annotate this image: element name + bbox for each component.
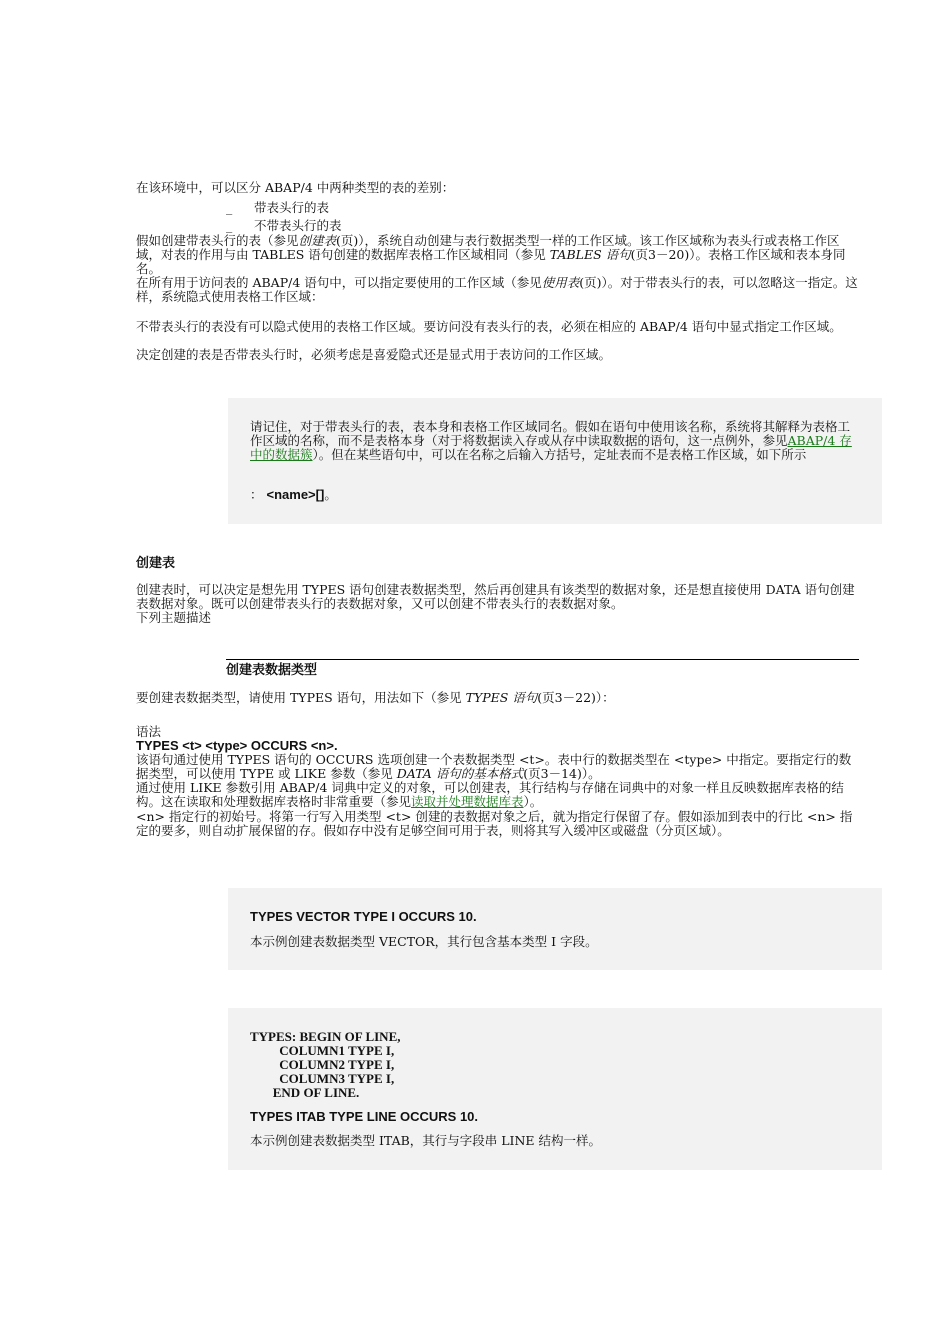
bullet-dash: _ bbox=[226, 218, 233, 233]
ref-create-table: 创建表 bbox=[298, 233, 337, 248]
syntax-label: 语法 bbox=[136, 724, 162, 739]
paragraph-header-line: 假如创建带表头行的表（参见创建表(页)），系统自动创建与表行数据类型一样的工作区域。该工作区域称为表头行或表格工作区域，对表的作用与由 TABLES 语句创建的数据库表格工作区域相同（参见 TABLES 语句(页3－20)）。表格工作区域和表本身同名。 bbox=[136, 233, 846, 276]
types-desc-3: <n> 指定行的初始号。将第一行写入用类型 <t> 创建的表数据对象之后，就为指定行保留了存。假如添加到表中的行比 <n> 指定的要多，则自动扩展保留的存。假如存中没有足够空间可用于表，则将其写入缓冲区或磁盘（分页区域）。 bbox=[136, 809, 853, 838]
ref-types-statement: TYPES 语句 bbox=[465, 690, 538, 705]
section-title-create-table: 创建表 bbox=[136, 555, 176, 570]
section-create-topics: 下列主题描述 bbox=[136, 610, 212, 625]
code-line: END OF LINE. bbox=[250, 1085, 360, 1100]
bullet-item-without-header: _ 不带表头行的表 bbox=[226, 218, 342, 233]
code-line: COLUMN3 TYPE I, bbox=[250, 1071, 395, 1086]
example-desc-vector: 本示例创建表数据类型 VECTOR，其行包含基本类型 I 字段。 bbox=[250, 934, 598, 949]
section-title-table-types: 创建表数据类型 bbox=[226, 662, 318, 677]
example-box-vector bbox=[228, 888, 882, 970]
ref-tables-statement: TABLES 语句 bbox=[549, 247, 631, 262]
syntax-name-brackets: <name>[] bbox=[266, 487, 325, 502]
paragraph-work-area: 在所有用于访问表的 ABAP/4 语句中，可以指定要使用的工作区域（参见使用表(页)）。对于带表头行的表，可以忽略这一指定。这样，系统隐式使用表格工作区域： bbox=[136, 275, 858, 304]
example-code-line-struct bbox=[250, 1030, 401, 1100]
note-text: 请记住，对于带表头行的表，表本身和表格工作区域同名。假如在语句中使用该名称，系统将其解释为表格工作区域的名称，而不是表格本身（对于将数据读入存或从存中读取数据的语句，这一点例外，参见ABAP/4 存中的数据簇）。但在某些语句中，可以在名称之后输入方括号，定址表而不是表格工作区域，如下所示 bbox=[250, 419, 852, 462]
ref-use-table: 使用表 bbox=[541, 275, 580, 290]
ref-data-basic-format: DATA 语句的基本格式 bbox=[396, 766, 524, 781]
paragraph-no-header: 不带表头行的表没有可以隐式使用的表格工作区域。要访问没有表头行的表，必须在相应的 ABAP/4 语句中显式指定工作区域。 bbox=[136, 319, 842, 334]
example-box-itab bbox=[228, 1008, 882, 1170]
example-desc-itab: 本示例创建表数据类型 ITAB，其行与字段串 LINE 结构一样。 bbox=[250, 1133, 602, 1148]
bullet-item-with-header: _ 带表头行的表 bbox=[226, 200, 330, 215]
bullet-dash: _ bbox=[226, 200, 233, 215]
code-line: COLUMN1 TYPE I, bbox=[250, 1043, 395, 1058]
code-line: TYPES: BEGIN OF LINE, bbox=[250, 1029, 401, 1044]
code-line: COLUMN2 TYPE I, bbox=[250, 1057, 395, 1072]
example-code-itab: TYPES ITAB TYPE LINE OCCURS 10. bbox=[250, 1109, 479, 1124]
types-desc-2: 通过使用 LIKE 参数引用 ABAP/4 词典中定义的对象，可以创建表，其行结构与存储在词典中的对象一样且反映数据库表格的结构。这在读取和处理数据库表格时非常重要（参见读取并处理数据库表）。 bbox=[136, 780, 844, 809]
section-divider bbox=[226, 659, 859, 660]
syntax-types-occurs: TYPES <t> <type> OCCURS <n>. bbox=[136, 738, 338, 753]
section-create-body: 创建表时，可以决定是想先用 TYPES 语句创建表数据类型，然后再创建具有该类型的数据对象，还是想直接使用 DATA 语句创建表数据对象。既可以创建带表头行的表数据对象，又可以创建不带表头行的表数据对象。 bbox=[136, 582, 855, 611]
paragraph-decision: 决定创建的表是否带表头行时，必须考虑是喜爱隐式还是显式用于表访问的工作区域。 bbox=[136, 347, 612, 362]
types-desc-1: 该语句通过使用 TYPES 语句的 OCCURS 选项创建一个表数据类型 <t>。表中行的数据类型在 <type> 中指定。要指定行的数据类型，可以使用 TYPE 或 LIKE 参数（参见 DATA 语句的基本格式(页3－14)）。 bbox=[136, 752, 852, 781]
intro-text: 在该环境中，可以区分 ABAP/4 中两种类型的表的差别： bbox=[136, 180, 455, 195]
note-syntax: ： <name>[]。 bbox=[250, 487, 337, 502]
example-code-vector: TYPES VECTOR TYPE I OCCURS 10. bbox=[250, 909, 477, 924]
note-box bbox=[228, 398, 882, 524]
types-intro: 要创建表数据类型，请使用 TYPES 语句，用法如下（参见 TYPES 语句(页3－22)）： bbox=[136, 690, 615, 705]
link-read-db-table[interactable]: 读取并处理数据库表 bbox=[411, 794, 524, 809]
link-data-cluster[interactable]: ABAP/4 存中的数据簇 bbox=[250, 433, 852, 462]
